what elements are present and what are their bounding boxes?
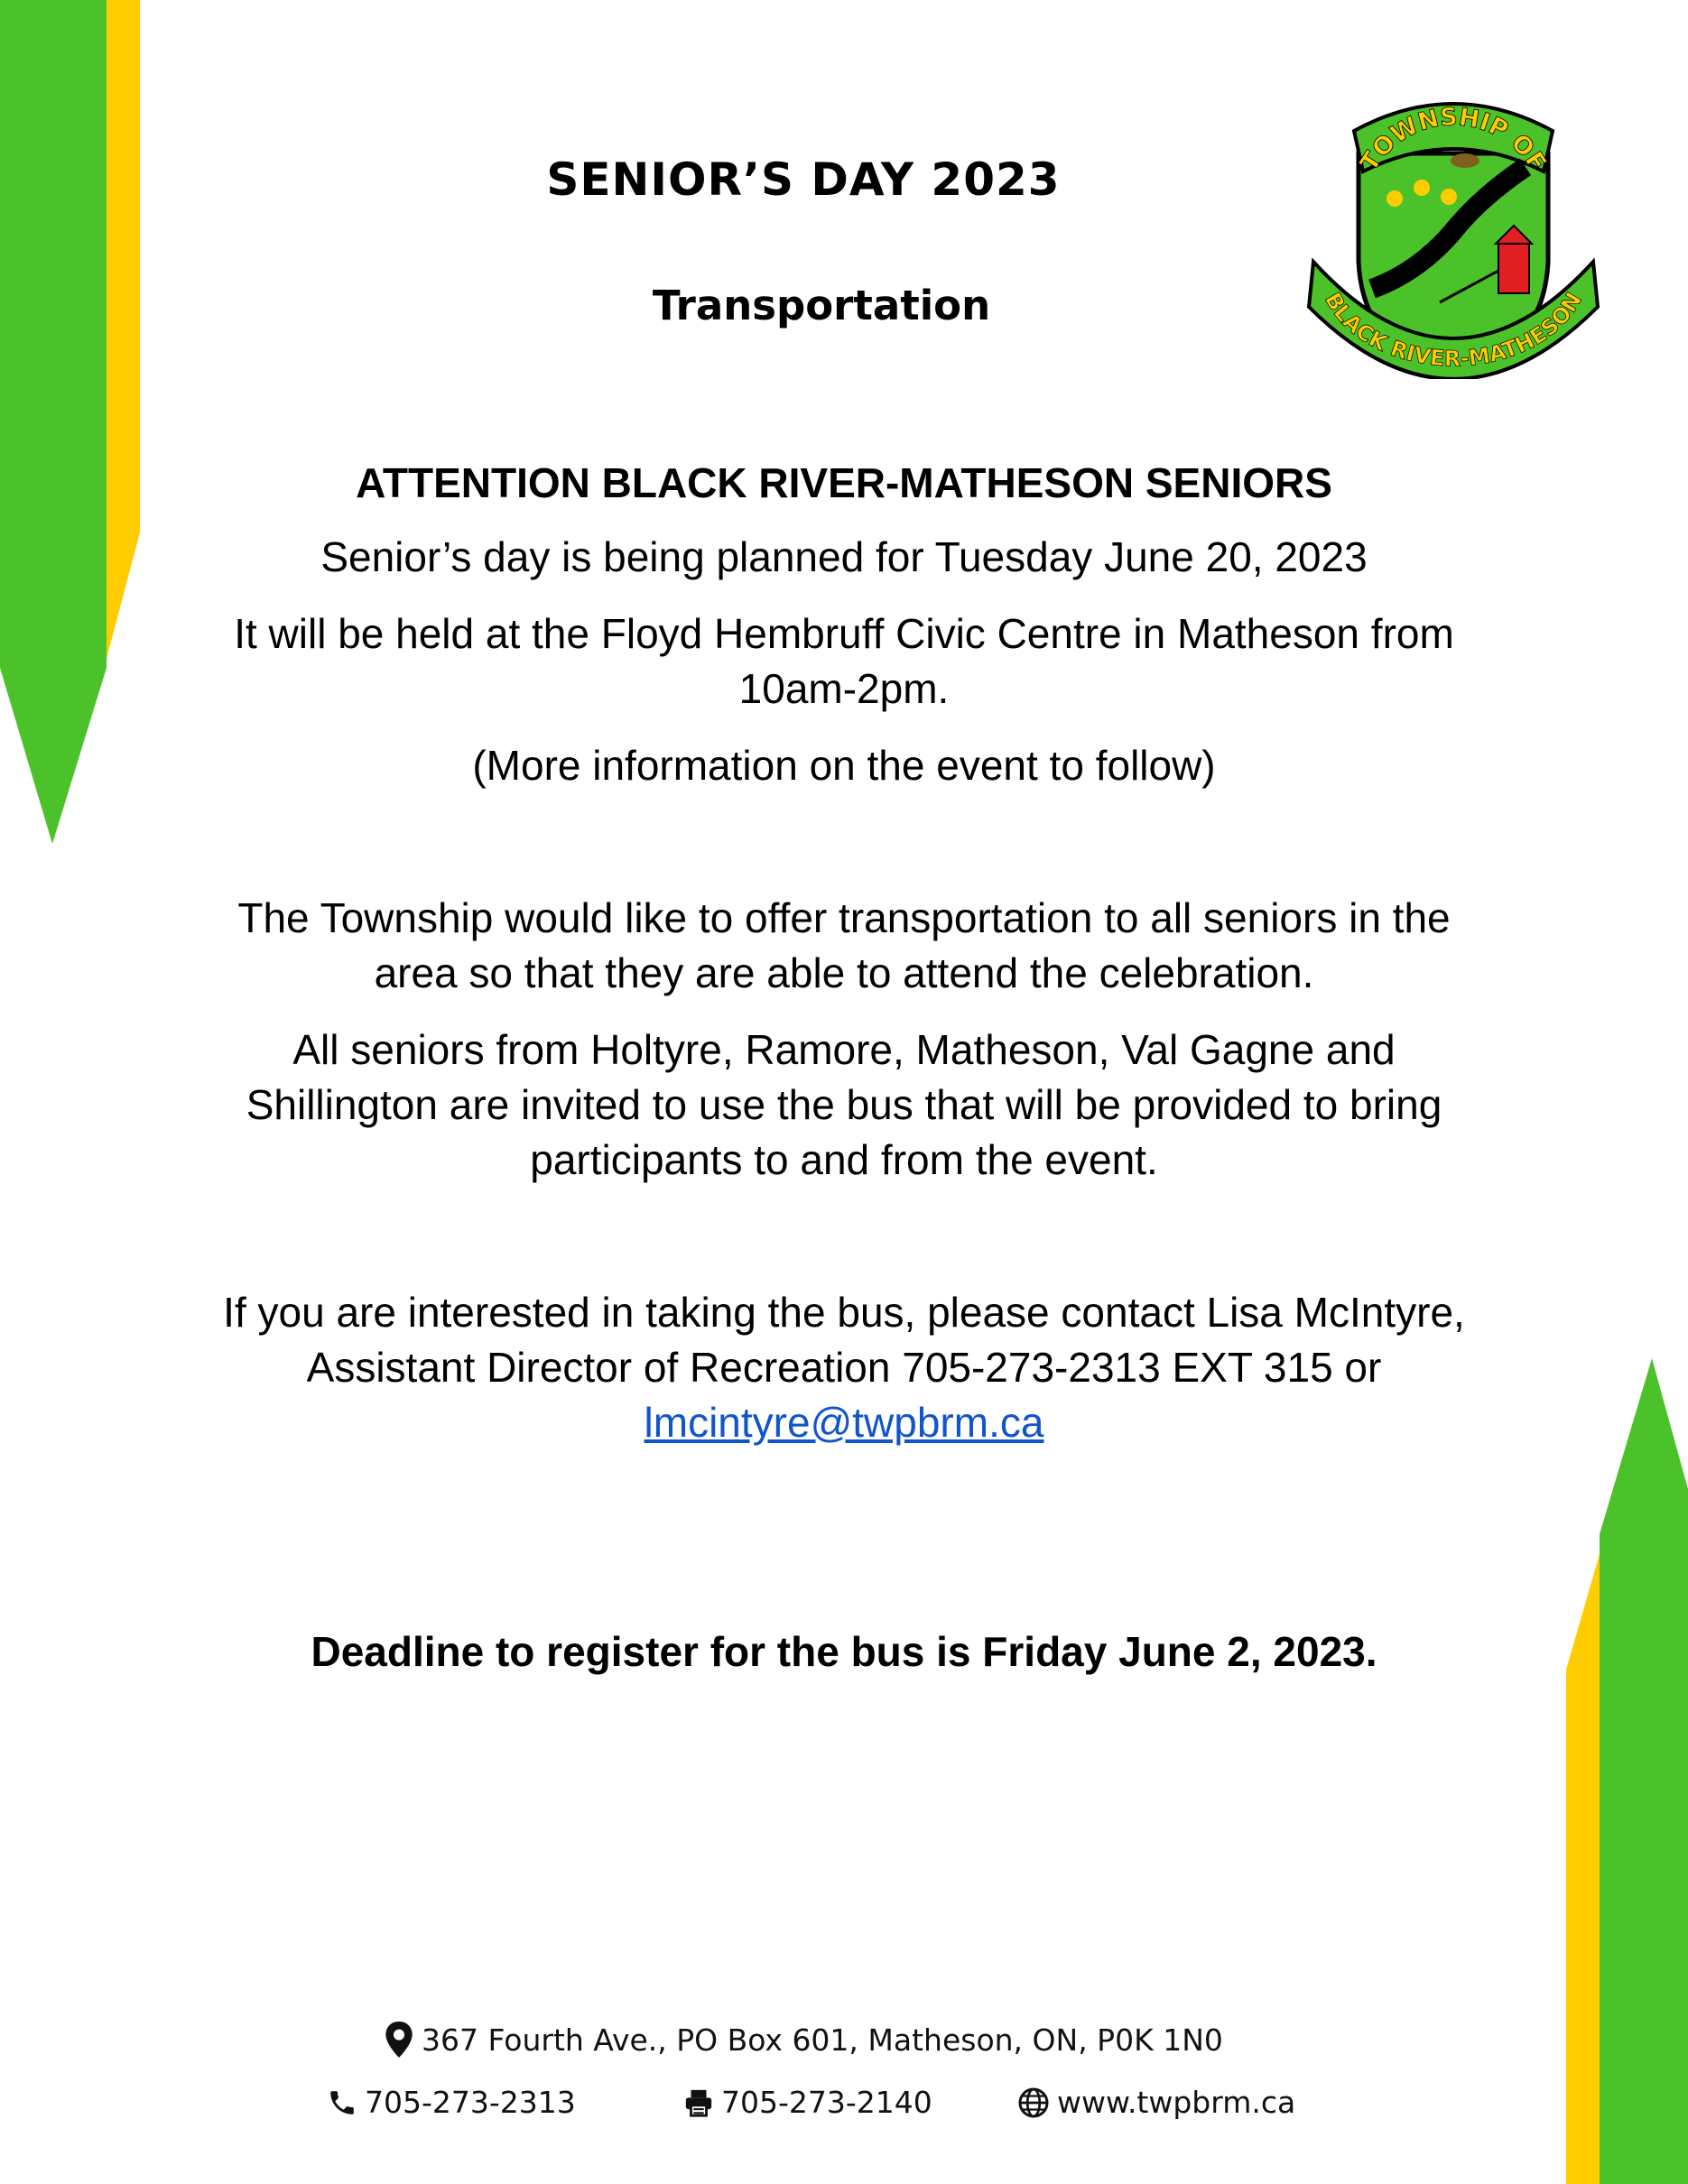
deadline-notice: Deadline to register for the bus is Friday June 2, 2023. (311, 1628, 1377, 1675)
contact-line-1: If you are interested in taking the bus, please contact Lisa McIntyre, (223, 1289, 1465, 1336)
svg-text:BLACK RIVER-MATHESON: BLACK RIVER-MATHESON (1320, 288, 1588, 372)
planned-date-line: Senior’s day is being planned for Tuesday June 20, 2023 (320, 533, 1368, 580)
location-paragraph (0, 606, 1688, 717)
map-pin-icon (384, 2022, 414, 2058)
footer-website (1017, 2085, 1295, 2120)
offer-line-2: area so that they are able to attend the celebration. (374, 949, 1314, 996)
contact-email-link[interactable]: lmcintyre@twpbrm.ca (644, 1399, 1044, 1446)
invite-line-1: All seniors from Holtyre, Ramore, Matheson, Val Gagne and (292, 1026, 1396, 1073)
address-text: 367 Fourth Ave., PO Box 601, Matheson, ON, P0K 1N0 (422, 2022, 1223, 2058)
left-green-pennant (0, 0, 107, 844)
attention-heading: ATTENTION BLACK RIVER-MATHESON SENIORS (356, 459, 1332, 506)
page-title: SENIOR’S DAY 2023 (546, 153, 1061, 206)
fax-text: 705-273-2140 (721, 2085, 932, 2120)
footer-fax (683, 2085, 932, 2120)
right-green-pennant (1600, 1358, 1688, 2184)
offer-paragraph (0, 891, 1688, 1001)
phone-icon (327, 2087, 357, 2118)
globe-icon (1017, 2087, 1050, 2119)
more-info-line: (More information on the event to follow) (472, 742, 1216, 789)
location-line-2: 10am-2pm. (738, 665, 950, 712)
invite-line-3: participants to and from the event. (530, 1136, 1158, 1183)
phone-text: 705-273-2313 (365, 2085, 576, 2120)
svg-text:TOWNSHIP OF: TOWNSHIP OF (1355, 103, 1552, 177)
contact-paragraph (0, 1285, 1688, 1450)
page-subtitle: Transportation (652, 282, 991, 329)
website-text[interactable]: www.twpbrm.ca (1057, 2085, 1296, 2120)
footer-address (384, 2022, 1223, 2058)
printer-icon (683, 2087, 714, 2118)
township-logo (1304, 90, 1602, 379)
invite-paragraph (0, 1023, 1688, 1188)
invite-line-2: Shillington are invited to use the bus that will be provided to bring (246, 1081, 1442, 1128)
location-line-1: It will be held at the Floyd Hembruff Civic Centre in Matheson from (234, 610, 1454, 657)
footer-phone (327, 2085, 576, 2120)
offer-line-1: The Township would like to offer transportation to all seniors in the (237, 894, 1451, 941)
contact-line-2: Assistant Director of Recreation 705-273-2313 EXT 315 or (306, 1344, 1382, 1391)
